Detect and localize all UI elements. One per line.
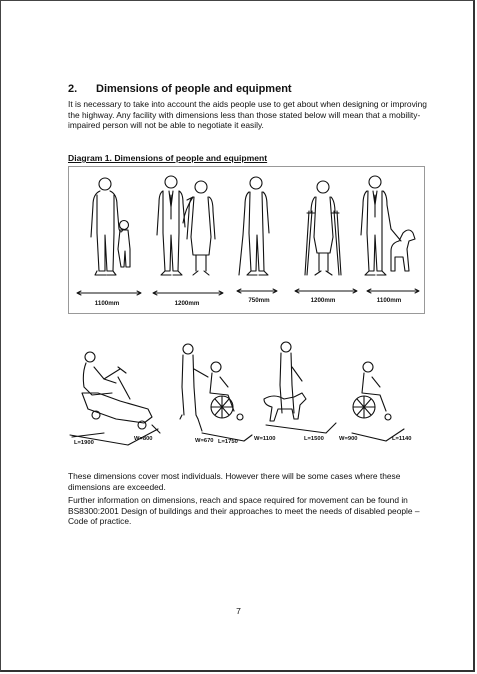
figure-wheelchair-with-dog — [264, 342, 336, 433]
section-title: Dimensions of people and equipment — [96, 83, 292, 95]
dimension-arrows — [77, 289, 419, 295]
width-label-4: 1200mm — [310, 297, 336, 304]
diagram-standing-figures — [68, 166, 425, 314]
length-label-pushed: L=1750 — [218, 439, 238, 445]
length-label-manual: L=1140 — [392, 436, 412, 442]
closing-paragraph-1: These dimensions cover most individuals. However there will be some cases where these dimensions are exceeded. — [68, 471, 401, 492]
intro-paragraph: It is necessary to take into account the aids people use to get about when designing or improving the highway. Any facility with dimensions less than those stated below will mean that a mobility-impaired person will not be able to negotiate it easily. — [68, 99, 427, 131]
width-label-2: 1200mm — [174, 300, 200, 307]
figure-adult-with-child — [91, 178, 130, 275]
width-label-3: 750mm — [248, 297, 270, 304]
figure-person-with-crutches — [305, 181, 341, 275]
width-label-manual: W=900 — [339, 436, 358, 442]
length-label-scooter: L=1900 — [74, 440, 94, 446]
diagram-mobility-equipment — [68, 337, 425, 449]
diagram-caption: Diagram 1. Dimensions of people and equipment — [68, 153, 268, 163]
section-number: 2. — [68, 83, 78, 95]
figure-pushed-wheelchair — [180, 344, 252, 441]
figure-mobility-scooter — [70, 352, 160, 445]
width-label-dog: W=1100 — [254, 436, 276, 442]
section-heading — [68, 83, 292, 95]
length-label-dog: L=1500 — [304, 436, 324, 442]
width-label-scooter: W=800 — [134, 436, 153, 442]
closing-paragraph-2: Further information on dimensions, reach and space required for movement can be found in BS8300:2001 Design of buildings and their approaches to meet the needs of disabled people – Code of practice. — [68, 495, 420, 527]
page-number: 7 — [236, 606, 241, 616]
figure-person-with-guide-dog — [361, 176, 415, 275]
width-label-5: 1100mm — [376, 297, 402, 304]
width-label-pushed: W=670 — [195, 438, 214, 444]
figure-couple — [157, 176, 215, 275]
figure-manual-wheelchair — [352, 362, 404, 441]
figure-person-with-cane — [239, 177, 269, 275]
width-label-1: 1100mm — [94, 300, 120, 307]
